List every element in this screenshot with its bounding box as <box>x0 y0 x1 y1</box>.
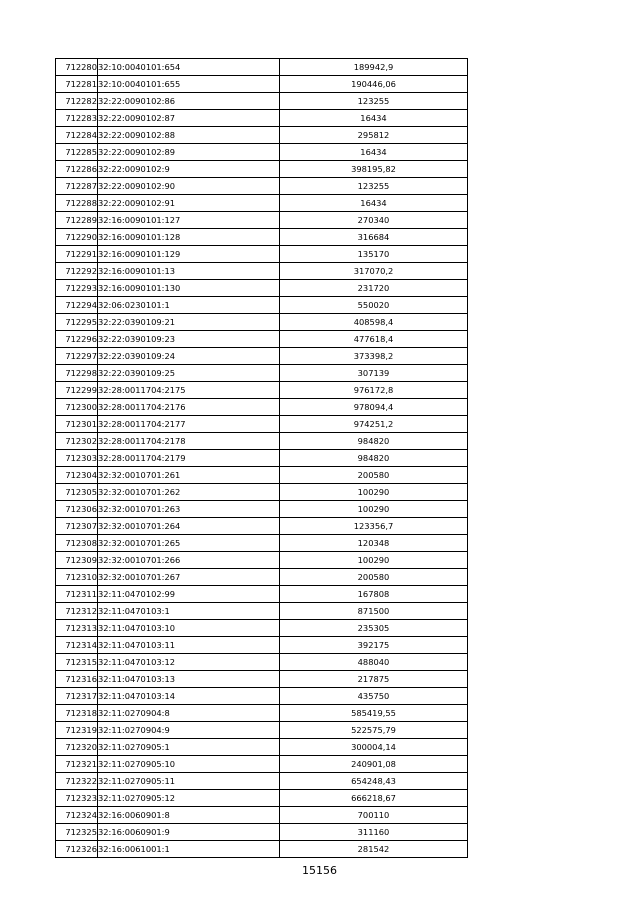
table-row <box>56 382 468 399</box>
table-row <box>56 569 468 586</box>
row-id-cell: 712284 <box>56 127 98 144</box>
cadastral-number-cell: 32:22:0390109:23 <box>98 331 280 348</box>
cadastral-value-table <box>55 58 468 858</box>
table-row <box>56 773 468 790</box>
value-cell: 189942,9 <box>280 59 468 76</box>
value-cell: 984820 <box>280 450 468 467</box>
cadastral-number-cell: 32:11:0270905:12 <box>98 790 280 807</box>
row-id-cell: 712299 <box>56 382 98 399</box>
row-id-cell: 712280 <box>56 59 98 76</box>
table-row <box>56 535 468 552</box>
cadastral-number-cell: 32:16:0090101:128 <box>98 229 280 246</box>
value-cell: 135170 <box>280 246 468 263</box>
cadastral-number-cell: 32:28:0011704:2175 <box>98 382 280 399</box>
row-id-cell: 712303 <box>56 450 98 467</box>
table-row <box>56 246 468 263</box>
value-cell: 978094,4 <box>280 399 468 416</box>
value-cell: 200580 <box>280 569 468 586</box>
row-id-cell: 712308 <box>56 535 98 552</box>
table-row <box>56 263 468 280</box>
cadastral-number-cell: 32:22:0390109:21 <box>98 314 280 331</box>
value-cell: 123356,7 <box>280 518 468 535</box>
cadastral-number-cell: 32:16:0060901:8 <box>98 807 280 824</box>
table-row <box>56 807 468 824</box>
table-body <box>56 59 468 858</box>
cadastral-number-cell: 32:22:0390109:24 <box>98 348 280 365</box>
cadastral-number-cell: 32:22:0090102:9 <box>98 161 280 178</box>
row-id-cell: 712296 <box>56 331 98 348</box>
table-row <box>56 297 468 314</box>
table-row <box>56 433 468 450</box>
cadastral-number-cell: 32:11:0470103:11 <box>98 637 280 654</box>
table-row <box>56 331 468 348</box>
value-cell: 281542 <box>280 841 468 858</box>
value-cell: 16434 <box>280 195 468 212</box>
value-cell: 871500 <box>280 603 468 620</box>
row-id-cell: 712317 <box>56 688 98 705</box>
table-row <box>56 637 468 654</box>
cadastral-number-cell: 32:11:0270905:10 <box>98 756 280 773</box>
table-row <box>56 501 468 518</box>
row-id-cell: 712291 <box>56 246 98 263</box>
cadastral-number-cell: 32:28:0011704:2178 <box>98 433 280 450</box>
row-id-cell: 712295 <box>56 314 98 331</box>
table-row <box>56 790 468 807</box>
table-row <box>56 144 468 161</box>
table-row <box>56 739 468 756</box>
value-cell: 270340 <box>280 212 468 229</box>
value-cell: 16434 <box>280 144 468 161</box>
row-id-cell: 712281 <box>56 76 98 93</box>
cadastral-number-cell: 32:28:0011704:2179 <box>98 450 280 467</box>
cadastral-number-cell: 32:11:0270904:9 <box>98 722 280 739</box>
cadastral-number-cell: 32:22:0090102:90 <box>98 178 280 195</box>
table-row <box>56 314 468 331</box>
value-cell: 167808 <box>280 586 468 603</box>
table-row <box>56 365 468 382</box>
cadastral-number-cell: 32:22:0390109:25 <box>98 365 280 382</box>
table-row <box>56 229 468 246</box>
row-id-cell: 712312 <box>56 603 98 620</box>
cadastral-number-cell: 32:11:0470103:10 <box>98 620 280 637</box>
row-id-cell: 712310 <box>56 569 98 586</box>
table-row <box>56 178 468 195</box>
table-row <box>56 416 468 433</box>
cadastral-number-cell: 32:22:0090102:87 <box>98 110 280 127</box>
table-row <box>56 671 468 688</box>
table-row <box>56 127 468 144</box>
cadastral-number-cell: 32:16:0060901:9 <box>98 824 280 841</box>
value-cell: 100290 <box>280 501 468 518</box>
table-row <box>56 59 468 76</box>
cadastral-number-cell: 32:28:0011704:2177 <box>98 416 280 433</box>
table-row <box>56 705 468 722</box>
cadastral-number-cell: 32:11:0270905:11 <box>98 773 280 790</box>
row-id-cell: 712318 <box>56 705 98 722</box>
value-cell: 666218,67 <box>280 790 468 807</box>
row-id-cell: 712289 <box>56 212 98 229</box>
cadastral-number-cell: 32:11:0470103:1 <box>98 603 280 620</box>
cadastral-number-cell: 32:16:0061001:1 <box>98 841 280 858</box>
value-cell: 317070,2 <box>280 263 468 280</box>
cadastral-number-cell: 32:22:0090102:91 <box>98 195 280 212</box>
value-cell: 240901,08 <box>280 756 468 773</box>
value-cell: 974251,2 <box>280 416 468 433</box>
row-id-cell: 712292 <box>56 263 98 280</box>
row-id-cell: 712319 <box>56 722 98 739</box>
value-cell: 550020 <box>280 297 468 314</box>
value-cell: 976172,8 <box>280 382 468 399</box>
table-row <box>56 620 468 637</box>
value-cell: 217875 <box>280 671 468 688</box>
value-cell: 488040 <box>280 654 468 671</box>
row-id-cell: 712282 <box>56 93 98 110</box>
table-row <box>56 161 468 178</box>
table-row <box>56 110 468 127</box>
value-cell: 295812 <box>280 127 468 144</box>
value-cell: 120348 <box>280 535 468 552</box>
row-id-cell: 712321 <box>56 756 98 773</box>
value-cell: 392175 <box>280 637 468 654</box>
cadastral-number-cell: 32:11:0470103:14 <box>98 688 280 705</box>
row-id-cell: 712309 <box>56 552 98 569</box>
table-row <box>56 450 468 467</box>
row-id-cell: 712300 <box>56 399 98 416</box>
row-id-cell: 712322 <box>56 773 98 790</box>
value-cell: 100290 <box>280 484 468 501</box>
cadastral-number-cell: 32:10:0040101:655 <box>98 76 280 93</box>
row-id-cell: 712314 <box>56 637 98 654</box>
cadastral-number-cell: 32:16:0090101:129 <box>98 246 280 263</box>
value-cell: 100290 <box>280 552 468 569</box>
table-row <box>56 688 468 705</box>
table-row <box>56 195 468 212</box>
cadastral-number-cell: 32:22:0090102:89 <box>98 144 280 161</box>
row-id-cell: 712313 <box>56 620 98 637</box>
value-cell: 123255 <box>280 93 468 110</box>
table-row <box>56 841 468 858</box>
table-row <box>56 76 468 93</box>
row-id-cell: 712298 <box>56 365 98 382</box>
row-id-cell: 712307 <box>56 518 98 535</box>
table-row <box>56 603 468 620</box>
table-row <box>56 654 468 671</box>
row-id-cell: 712301 <box>56 416 98 433</box>
value-cell: 435750 <box>280 688 468 705</box>
cadastral-number-cell: 32:28:0011704:2176 <box>98 399 280 416</box>
value-cell: 585419,55 <box>280 705 468 722</box>
value-cell: 123255 <box>280 178 468 195</box>
row-id-cell: 712294 <box>56 297 98 314</box>
table-row <box>56 552 468 569</box>
row-id-cell: 712306 <box>56 501 98 518</box>
row-id-cell: 712302 <box>56 433 98 450</box>
cadastral-number-cell: 32:32:0010701:267 <box>98 569 280 586</box>
value-cell: 398195,82 <box>280 161 468 178</box>
row-id-cell: 712293 <box>56 280 98 297</box>
cadastral-number-cell: 32:32:0010701:262 <box>98 484 280 501</box>
cadastral-number-cell: 32:11:0470102:99 <box>98 586 280 603</box>
cadastral-number-cell: 32:32:0010701:264 <box>98 518 280 535</box>
row-id-cell: 712323 <box>56 790 98 807</box>
row-id-cell: 712304 <box>56 467 98 484</box>
value-cell: 190446,06 <box>280 76 468 93</box>
table-row <box>56 518 468 535</box>
value-cell: 16434 <box>280 110 468 127</box>
table-row <box>56 586 468 603</box>
cadastral-number-cell: 32:16:0090101:13 <box>98 263 280 280</box>
cadastral-number-cell: 32:32:0010701:263 <box>98 501 280 518</box>
value-cell: 654248,43 <box>280 773 468 790</box>
cadastral-number-cell: 32:16:0090101:130 <box>98 280 280 297</box>
cadastral-number-cell: 32:16:0090101:127 <box>98 212 280 229</box>
value-cell: 200580 <box>280 467 468 484</box>
table-row <box>56 484 468 501</box>
row-id-cell: 712316 <box>56 671 98 688</box>
row-id-cell: 712285 <box>56 144 98 161</box>
value-cell: 235305 <box>280 620 468 637</box>
cadastral-number-cell: 32:32:0010701:265 <box>98 535 280 552</box>
table-row <box>56 280 468 297</box>
cadastral-number-cell: 32:32:0010701:266 <box>98 552 280 569</box>
page-number: 15156 <box>302 864 337 877</box>
value-cell: 307139 <box>280 365 468 382</box>
value-cell: 231720 <box>280 280 468 297</box>
row-id-cell: 712305 <box>56 484 98 501</box>
row-id-cell: 712325 <box>56 824 98 841</box>
cadastral-number-cell: 32:06:0230101:1 <box>98 297 280 314</box>
row-id-cell: 712286 <box>56 161 98 178</box>
value-cell: 373398,2 <box>280 348 468 365</box>
cadastral-number-cell: 32:10:0040101:654 <box>98 59 280 76</box>
table-row <box>56 93 468 110</box>
table-row <box>56 467 468 484</box>
cadastral-number-cell: 32:11:0270905:1 <box>98 739 280 756</box>
value-cell: 408598,4 <box>280 314 468 331</box>
row-id-cell: 712320 <box>56 739 98 756</box>
row-id-cell: 712287 <box>56 178 98 195</box>
value-cell: 984820 <box>280 433 468 450</box>
cadastral-number-cell: 32:22:0090102:88 <box>98 127 280 144</box>
cadastral-number-cell: 32:11:0470103:13 <box>98 671 280 688</box>
value-cell: 311160 <box>280 824 468 841</box>
value-cell: 522575,79 <box>280 722 468 739</box>
cadastral-number-cell: 32:22:0090102:86 <box>98 93 280 110</box>
row-id-cell: 712311 <box>56 586 98 603</box>
table-row <box>56 722 468 739</box>
row-id-cell: 712288 <box>56 195 98 212</box>
table-row <box>56 824 468 841</box>
row-id-cell: 712283 <box>56 110 98 127</box>
value-cell: 700110 <box>280 807 468 824</box>
table-row <box>56 348 468 365</box>
table-row <box>56 212 468 229</box>
row-id-cell: 712324 <box>56 807 98 824</box>
value-cell: 300004,14 <box>280 739 468 756</box>
row-id-cell: 712290 <box>56 229 98 246</box>
value-cell: 316684 <box>280 229 468 246</box>
row-id-cell: 712315 <box>56 654 98 671</box>
table-row <box>56 756 468 773</box>
row-id-cell: 712297 <box>56 348 98 365</box>
row-id-cell: 712326 <box>56 841 98 858</box>
value-cell: 477618,4 <box>280 331 468 348</box>
table-row <box>56 399 468 416</box>
cadastral-number-cell: 32:11:0270904:8 <box>98 705 280 722</box>
cadastral-number-cell: 32:32:0010701:261 <box>98 467 280 484</box>
cadastral-number-cell: 32:11:0470103:12 <box>98 654 280 671</box>
